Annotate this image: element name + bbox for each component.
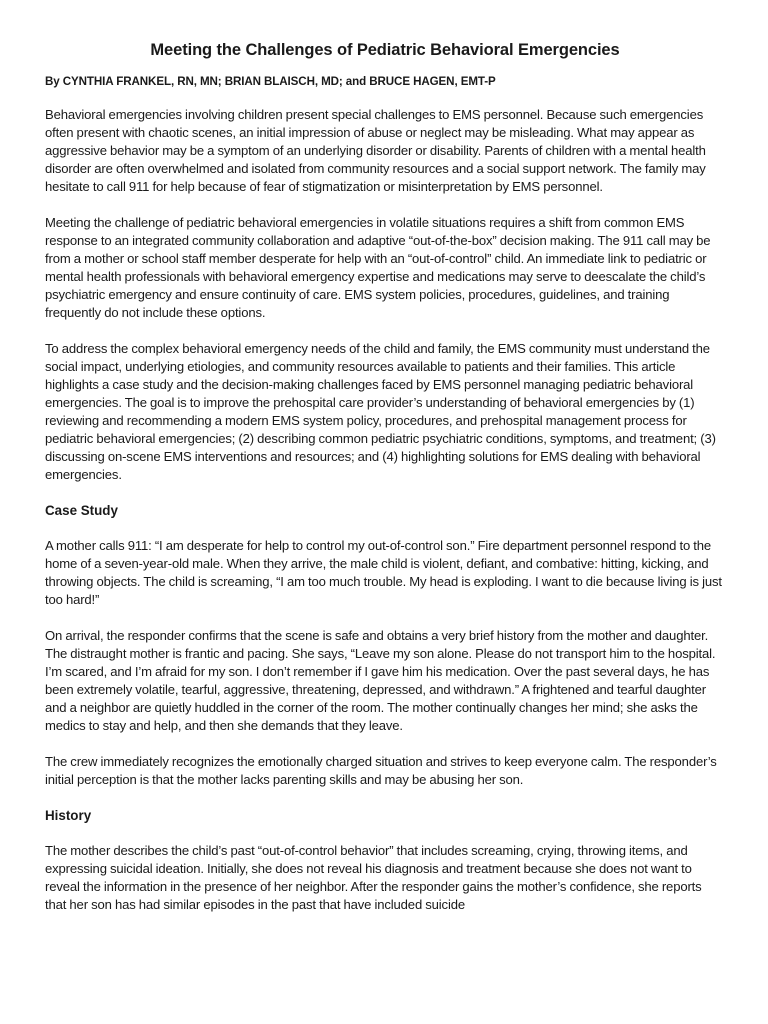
document-title: Meeting the Challenges of Pediatric Behavioral Emergencies	[150, 41, 620, 59]
intro-paragraph-2: Meeting the challenge of pediatric behavioral emergencies in volatile situations requires a shift from common EMS response to an integrated community collaboration and adaptive “out-of-the-box” decision making. The 911 call may be from a mother or school staff member desperate for help with an “out-of-control” child. An immediate link to pediatric or mental health professionals with behavioral emergency expertise and medications may serve to deescalate the child’s psychiatric emergency and ensure continuity of care. EMS system policies, procedures, guidelines, and training frequently do not include these options.	[45, 215, 711, 320]
case-study-paragraph-3: The crew immediately recognizes the emotionally charged situation and strives to keep everyone calm. The responder’s initial perception is that the mother lacks parenting skills and may be abusing her son.	[45, 754, 717, 787]
case-study-paragraph-1: A mother calls 911: “I am desperate for help to control my out-of-control son.” Fire department personnel respond to the home of a seven-year-old male. When they arrive, the male child is violent, defiant, and combative: hitting, kicking, and throwing objects. The child is screaming, “I am too much trouble. My head is exploding. I want to die because living is just too hard!”	[45, 538, 722, 607]
history-paragraph-1: The mother describes the child’s past “out-of-control behavior” that includes screaming, crying, throwing items, and expressing suicidal ideation. Initially, she does not reveal his diagnosis and treatment because she does not want to reveal the information in the presence of her neighbor. After the responder gains the mother’s confidence, she reports that her son has had similar episodes in the past that have included suicide	[45, 843, 702, 912]
intro-paragraph-3: To address the complex behavioral emergency needs of the child and family, the EMS community must understand the social impact, underlying etiologies, and community resources available to patients and their families. This article highlights a case study and the decision-making challenges faced by EMS personnel managing pediatric behavioral emergencies. The goal is to improve the prehospital care provider’s understanding of behavioral emergencies by (1) reviewing and recommending a modern EMS system policy, procedures, and prehospital management process for pediatric behavioral emergencies; (2) describing common pediatric psychiatric conditions, symptoms, and treatment; (3) discussing on-scene EMS interventions and resources; and (4) highlighting solutions for EMS dealing with behavioral emergencies.	[45, 341, 716, 482]
document-page	[45, 40, 725, 932]
case-study-paragraph-2: On arrival, the responder confirms that the scene is safe and obtains a very brief history from the mother and daughter. The distraught mother is frantic and pacing. She says, “Leave my son alone. Please do not transport him to the hospital. I’m scared, and I’m afraid for my son. I don’t remember if I gave him his medication. Over the past several days, he has been extremely volatile, tearful, aggressive, threatening, depressed, and withdrawn.” A frightened and tearful daughter and a neighbor are quietly huddled in the corner of the room. The mother continually changes her mind; she asks the medics to stay and help, and then she demands that they leave.	[45, 628, 716, 733]
author-byline: By CYNTHIA FRANKEL, RN, MN; BRIAN BLAISCH, MD; and BRUCE HAGEN, EMT-P	[45, 75, 496, 88]
intro-paragraph-1: Behavioral emergencies involving children present special challenges to EMS personnel. Because such emergencies often present with chaotic scenes, an initial impression of abuse or neglect may be misleading. What may appear as aggressive behavior may be a symptom of an underlying disorder or disability. Parents of children with a mental health disorder are often overwhelmed and isolated from community resources and a social support network. The family may hesitate to call 911 for help because of fear of stigmatization or misinterpretation by EMS personnel.	[45, 107, 706, 194]
history-heading: History	[45, 808, 92, 823]
case-study-heading: Case Study	[45, 503, 118, 518]
